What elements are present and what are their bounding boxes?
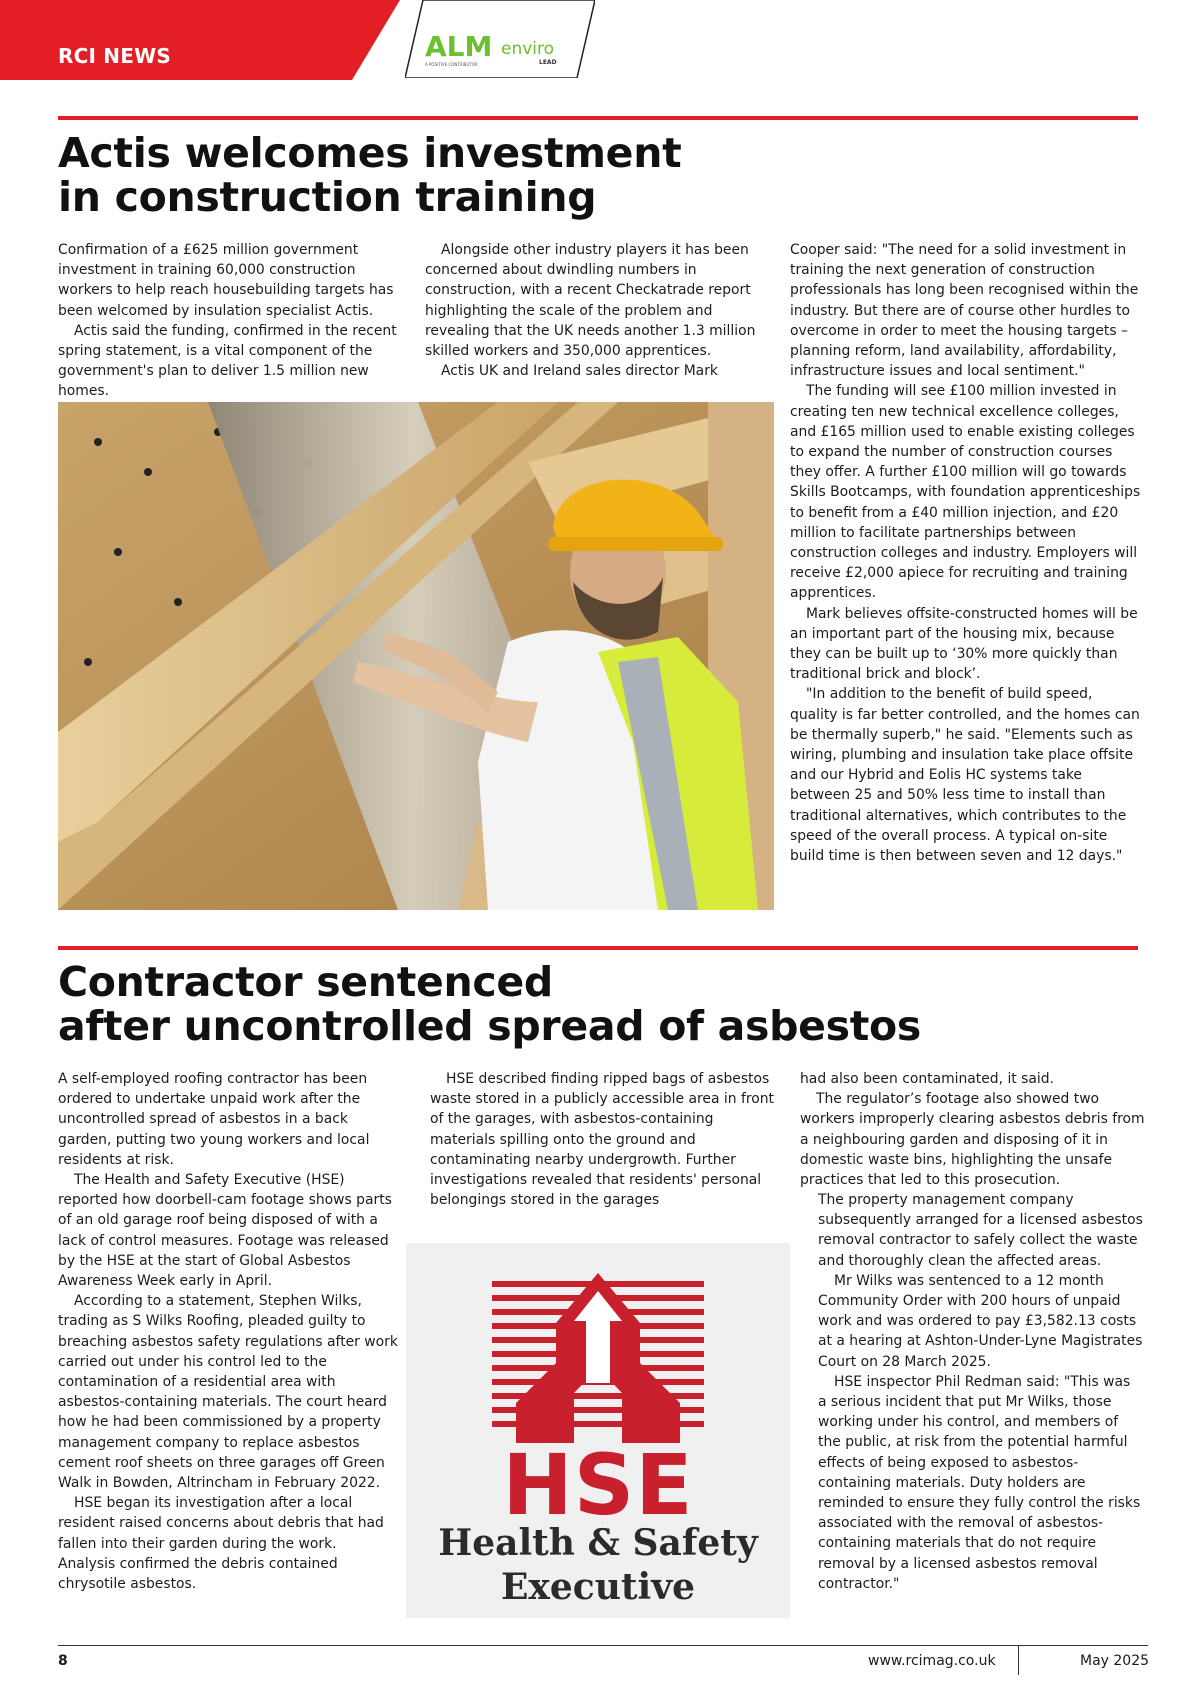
hse-logo [406,1243,790,1618]
website-link[interactable]: www.rcimag.co.uk [868,1653,996,1669]
article-divider [58,946,1138,950]
article1-column-2 [425,240,777,381]
hse-logo-line1: Health & Safety [438,1522,758,1564]
paragraph: According to a statement, Stephen Wilks, trading as S Wilks Roofing, pleaded guilty to breaching asbestos safety regulations after work carried out under his control led to the contamination of a residential area with asbestos-containing materials. The court heard how he had been commissioned by a property management company to replace asbestos cement roof sheets on three garages off Green Walk in Bowden, Altrincham in February 2022. [58,1293,398,1492]
footer-divider [1018,1645,1019,1675]
hse-logo-line2: Executive [500,1566,696,1608]
paragraph: A self-employed roofing contractor has been ordered to undertake unpaid work after the uncontrolled spread of asbestos in a back garden, putting two young workers and local residents at risk. [58,1071,370,1168]
issue-date: May 2025 [1080,1653,1150,1669]
sponsor-ad[interactable] [405,0,595,78]
page-number: 8 [58,1653,68,1669]
paragraph: The regulator’s footage also showed two workers improperly clearing asbestos debris from a neighbouring garden and disposing of it in domestic waste bins, highlighting the unsafe practices that led to this prosecution. [800,1091,1145,1189]
paragraph: Alongside other industry players it has been concerned about dwindling numbers in construction, with a recent Checkatrade report highlighting the scale of the problem and revealing that the UK needs another 1.3 million skilled workers and 350,000 apprentices. [425,242,756,360]
article2-column-3 [800,1069,1145,1190]
paragraph: "In addition to the benefit of build speed, quality is far better controlled, and the homes can be thermally superb," he said. "Elements such as wiring, plumbing and insulation take place offsite and our Hybrid and Eolis HC systems take between 25 and 50% less time to install than traditional alternatives, which contributes to the speed of the overall process. A typical on-site build time is then between seven and 12 days." [790,686,1140,865]
section-label: RCI NEWS [58,44,171,68]
paragraph: HSE described finding ripped bags of asbestos waste stored in a publicly accessible area in front of the garages, with asbestos-containing materials spilling onto the ground and contaminating nearby undergrowth. Further investigations revealed that residents' personal belongings stored in the garages [430,1071,774,1209]
ad-brand-alm: ALM [425,30,493,63]
paragraph: had also been contaminated, it said. [800,1071,1055,1087]
paragraph: The Health and Safety Executive (HSE) reported how doorbell-cam footage shows parts of an old garage roof being disposed of with a lack of control measures. Footage was released by the HSE at the start of Global Asbestos Awareness Week early in April. [58,1172,392,1290]
article1-headline: Actis welcomes investment in construction training [58,129,682,221]
paragraph: The property management company subsequently arranged for a licensed asbestos removal contractor to safely collect the waste and thoroughly clean the affected areas. [818,1192,1143,1269]
ad-brand-alm-sub: A POSITIVE CONTRIBUTOR [425,62,478,67]
paragraph: Cooper said: "The need for a solid investment in training the next generation of construction professionals has long been recognised within the industry. But there are of course other hurdles to overcome in order to meet the housing targets – planning reform, land availability, affordability, infrastructure issues and local sentiment." [790,242,1139,380]
paragraph: Mr Wilks was sentenced to a 12 month Community Order with 200 hours of unpaid work and was ordered to pay £3,582.13 costs at a hearing at Ashton-Under-Lyne Magistrates Court on 28 March 2025. [818,1272,1143,1370]
paragraph: The funding will see £100 million invested in creating ten new technical excellence colleges, and £165 million used to enable existing colleges to expand the number of construction courses they offer. A further £100 million will go towards Skills Bootcamps, with foundation apprenticeships to benefit from a £40 million injection, and £20 million to facilitate partnerships between construction colleges and industry. Employers will receive £2,000 apiece for recruiting and training apprentices. [790,383,1141,602]
paragraph: HSE began its investigation after a local resident raised concerns about debris that had fallen into their garden during the work. Analysis confirmed the debris contained chrysotile asbestos. [58,1495,384,1593]
section-banner [0,0,400,80]
article2-column-1 [58,1069,398,1594]
paragraph: Actis said the funding, confirmed in the recent spring statement, is a vital component of the government's plan to deliver 1.5 million new homes. [58,322,397,400]
article2-column-2 [430,1069,775,1210]
article1-column-3 [790,240,1142,866]
paragraph: Mark believes offsite-constructed homes will be an important part of the housing mix, because they can be built up to ‘30% more quickly than traditional brick and block’. [790,605,1138,683]
ad-brand-enviro: enviro [501,39,555,59]
footer-rule [58,1645,1148,1646]
article-divider [58,116,1138,120]
worker-insulation-photo [58,402,774,910]
hse-logo-acronym: HSE [502,1436,694,1534]
paragraph: HSE inspector Phil Redman said: "This was a serious incident that put Mr Wilks, those working under his control, and members of the public, at risk from the potential harmful effects of being exposed to asbestos-containing materials. Duty holders are reminded to ensure they fully control the risks associated with the removal of asbestos-containing materials that do not require removal by a licensed asbestos removal contractor." [818,1373,1141,1592]
paragraph: Actis UK and Ireland sales director Mark [441,363,718,380]
ad-brand-enviro-sub: LEAD [539,59,557,66]
article1-column-1 [58,240,410,402]
paragraph: Confirmation of a £625 million government investment in training 60,000 construction workers to help reach housebuilding targets has been welcomed by insulation specialist Actis. [58,242,394,319]
article2-column-3-continued [818,1190,1143,1594]
sponsor-ad-graphic [405,0,595,78]
article2-headline: Contractor sentenced after uncontrolled spread of asbestos [58,958,922,1050]
